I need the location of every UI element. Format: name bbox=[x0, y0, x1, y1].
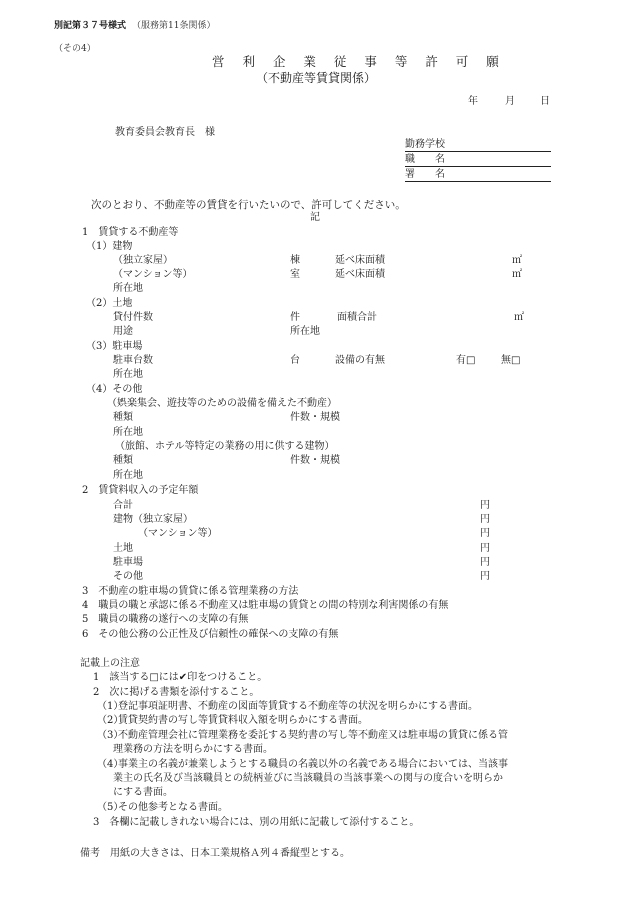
land-use-label[interactable]: 用途 bbox=[113, 326, 133, 337]
checkbox-icon[interactable]: □ bbox=[466, 355, 476, 366]
parking-label: （3）駐車場 bbox=[86, 341, 143, 352]
yen-unit: 円 bbox=[480, 557, 490, 568]
page-title: 営 利 企 業 従 事 等 許 可 願 bbox=[212, 54, 506, 69]
form-part: （その4） bbox=[54, 44, 96, 54]
note-2-item-number: （1） bbox=[97, 701, 124, 712]
position-label: 職 名 bbox=[405, 154, 445, 165]
building-location[interactable]: 所在地 bbox=[113, 283, 143, 294]
ki-label: 記 bbox=[310, 212, 320, 223]
yen-unit: 円 bbox=[480, 571, 490, 582]
note-2-item-text: 事業主の名義が兼業しようとする職員の名義以外の名義である場合においては、当該事 bbox=[118, 759, 508, 770]
entertainment-location[interactable]: 所在地 bbox=[113, 427, 143, 438]
yes-label: 有 bbox=[456, 355, 466, 366]
land-location[interactable]: 所在地 bbox=[290, 326, 320, 337]
date-month-label: 月 bbox=[505, 96, 515, 107]
hotel-label: （旅館、ホテル等特定の業務の用に供する建物） bbox=[115, 441, 335, 452]
hotel-location[interactable]: 所在地 bbox=[113, 470, 143, 481]
page-subtitle: （不動産等賃貸関係） bbox=[256, 71, 377, 85]
position-underline bbox=[405, 166, 551, 167]
name-label: 署 名 bbox=[405, 169, 445, 180]
addressee: 教育委員会教育長 様 bbox=[115, 127, 215, 138]
parking-count-unit[interactable]: 台 bbox=[290, 355, 300, 366]
name-underline bbox=[405, 181, 551, 182]
note-2: 2 次に掲げる書類を添付すること。 bbox=[93, 687, 260, 698]
land-label: （2）土地 bbox=[86, 298, 133, 309]
income-row-label: 合計 bbox=[113, 500, 133, 511]
section5-heading: 5 職員の職務の遂行への支障の有無 bbox=[82, 614, 249, 625]
request-text: 次のとおり、不動産等の賃貸を行いたいので、許可してください。 bbox=[91, 199, 406, 211]
yen-unit: 円 bbox=[480, 528, 490, 539]
yen-unit: 円 bbox=[480, 514, 490, 525]
form-number: 別記第３７号様式 bbox=[54, 21, 127, 31]
note-2-item-number: （3） bbox=[97, 730, 124, 741]
entertainment-scale[interactable]: 件数・規模 bbox=[290, 412, 340, 423]
land-count-label: 貸付件数 bbox=[113, 312, 153, 323]
land-area-unit[interactable]: ㎡ bbox=[514, 312, 524, 323]
note-2-item-text: 理業務の方法を明らかにする書面。 bbox=[113, 744, 273, 755]
note-1: 1 該当する□には✔印をつけること。 bbox=[93, 672, 268, 683]
income-row-label: その他 bbox=[113, 571, 143, 582]
entertainment-type[interactable]: 種類 bbox=[113, 412, 133, 423]
note-2-item-text: 不動産管理会社に管理業務を委託する契約書の写し等不動産又は駐車場の賃貸に係る管 bbox=[118, 730, 508, 741]
hotel-type[interactable]: 種類 bbox=[113, 455, 133, 466]
checkbox-icon[interactable]: □ bbox=[511, 355, 521, 366]
hotel-scale[interactable]: 件数・規模 bbox=[290, 455, 340, 466]
mansion-label: （マンション等） bbox=[113, 269, 193, 280]
yen-unit: 円 bbox=[480, 543, 490, 554]
section1-heading: 1 賃貸する不動産等 bbox=[82, 227, 179, 238]
note-3: 3 各欄に記載しきれない場合には、別の用紙に記載して添付すること。 bbox=[93, 817, 420, 828]
detached-area-label: 延べ床面積 bbox=[335, 255, 385, 266]
detached-area-unit[interactable]: ㎡ bbox=[512, 255, 522, 266]
income-row-label: 土地 bbox=[113, 543, 133, 554]
detached-label: （独立家屋） bbox=[113, 255, 173, 266]
income-row-label: 建物（独立家屋） bbox=[113, 514, 193, 525]
yen-unit: 円 bbox=[480, 500, 490, 511]
parking-count-label: 駐車台数 bbox=[113, 355, 153, 366]
note-2-item-text: 登記事項証明書、不動産の図面等賃貸する不動産等の状況を明らかにする書面。 bbox=[118, 701, 478, 712]
note-2-item-number: （2） bbox=[97, 715, 124, 726]
note-2-item-text: 業主の氏名及び当該職員との続柄並びに当該職員の当該事業への関与の度合いを明らか bbox=[113, 773, 503, 784]
mansion-unit[interactable]: 室 bbox=[290, 269, 300, 280]
section4-heading: 4 職員の職と承認に係る不動産又は駐車場の賃貸との間の特別な利害関係の有無 bbox=[82, 600, 449, 611]
parking-location[interactable]: 所在地 bbox=[113, 369, 143, 380]
school-label: 勤務学校 bbox=[405, 139, 445, 150]
note-2-item-number: （5） bbox=[97, 802, 124, 813]
income-row-label: （マンション等） bbox=[138, 528, 218, 539]
income-row-label: 駐車場 bbox=[113, 557, 143, 568]
date-year-label: 年 bbox=[468, 96, 478, 107]
note-2-item-text: 賃貸契約書の写し等賃貸料収入額を明らかにする書面。 bbox=[118, 715, 368, 726]
section3-heading: 3 不動産の駐車場の賃貸に係る管理業務の方法 bbox=[82, 586, 299, 597]
mansion-area-label: 延べ床面積 bbox=[335, 269, 385, 280]
land-count-unit[interactable]: 件 bbox=[290, 312, 300, 323]
notes-heading: 記載上の注意 bbox=[80, 658, 140, 669]
mansion-area-unit[interactable]: ㎡ bbox=[512, 269, 522, 280]
entertainment-label: （娯楽集会、遊技等のための設備を備えた不動産） bbox=[107, 398, 337, 409]
form-reference: （服務第11条関係） bbox=[132, 21, 216, 31]
detached-unit[interactable]: 棟 bbox=[290, 255, 300, 266]
parking-equipment-label: 設備の有無 bbox=[335, 355, 385, 366]
school-underline bbox=[405, 151, 551, 152]
no-label: 無 bbox=[501, 355, 511, 366]
section6-heading: 6 その他公務の公正性及び信頼性の確保への支障の有無 bbox=[82, 629, 339, 640]
note-2-item-text: その他参考となる書面。 bbox=[118, 802, 228, 813]
date-day-label: 日 bbox=[540, 96, 550, 107]
note-2-item-number: （4） bbox=[97, 759, 124, 770]
note-2-item-text: にする書面。 bbox=[113, 787, 173, 798]
other-label: （4）その他 bbox=[86, 384, 143, 395]
land-area-label: 面積合計 bbox=[337, 312, 377, 323]
section2-heading: 2 賃貸料収入の予定年額 bbox=[82, 485, 199, 496]
building-label: （1）建物 bbox=[86, 241, 133, 252]
remarks: 備考 用紙の大きさは、日本工業規格Ａ列４番縦型とする。 bbox=[80, 848, 350, 859]
